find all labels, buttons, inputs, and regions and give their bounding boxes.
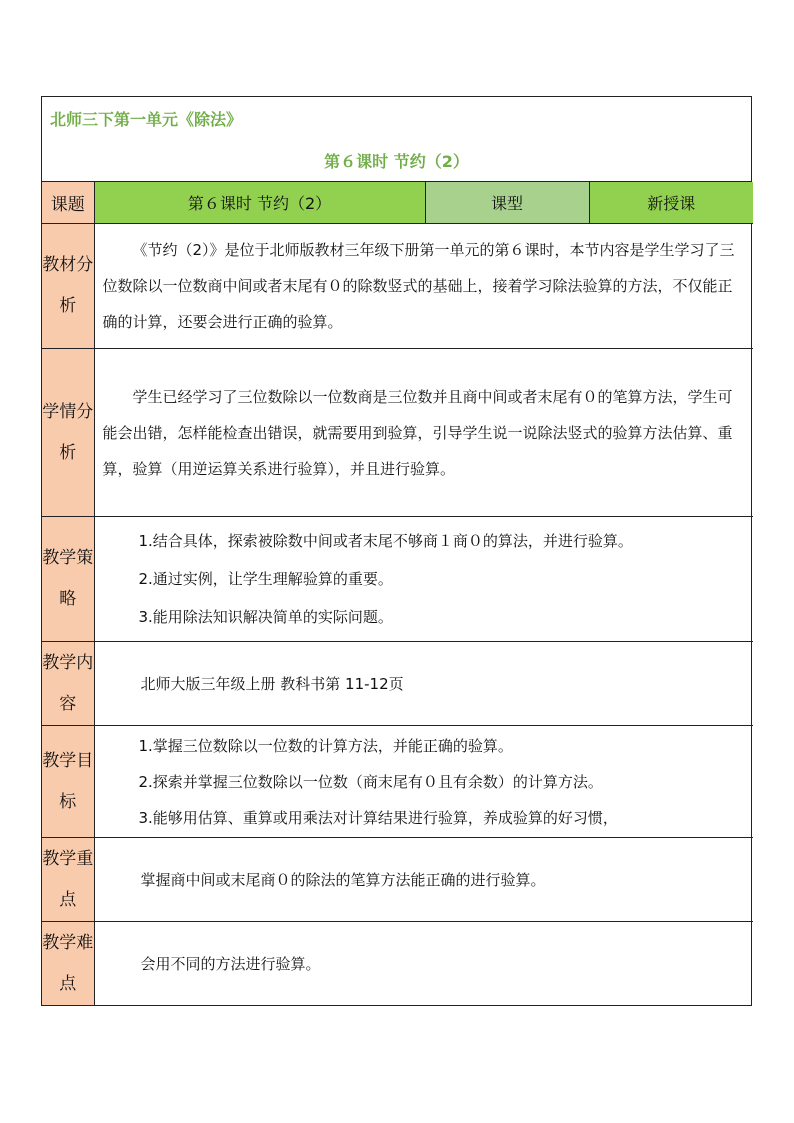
row-key-points (42, 838, 753, 922)
type-value: 新授课 (589, 182, 753, 224)
lesson-title: 第６课时 节约（2） (324, 152, 469, 171)
label-teaching-content: 教学内容 (42, 642, 94, 726)
series-title: 北师三下第一单元《除法》 (50, 110, 243, 129)
row-teaching-strategy (42, 517, 753, 642)
row-student-analysis (42, 349, 753, 517)
key-points-text: 掌握商中间或末尾商０的除法的笔算方法能正确的进行验算。 (94, 838, 753, 922)
difficulties-text: 会用不同的方法进行验算。 (94, 922, 753, 1006)
label-student-analysis: 学情分析 (42, 349, 94, 517)
student-analysis-text: 学生已经学习了三位数除以一位数商是三位数并且商中间或者末尾有０的笔算方法，学生可能会出错，怎样能检查出错误，就需要用到验算，引导学生说一说除法竖式的验算方法估算、重算，验算（用逆运算关系进行验算），并且进行验算。 (102, 387, 733, 478)
label-key-points: 教学重点 (42, 838, 94, 922)
label-topic: 课题 (42, 182, 94, 224)
label-teaching-goals: 教学目标 (42, 726, 94, 838)
teaching-content-text: 北师大版三年级上册 教科书第 11-12页 (94, 642, 753, 726)
label-material-analysis: 教材分析 (42, 224, 94, 349)
info-row (42, 182, 753, 224)
title-banner (42, 97, 751, 182)
label-difficulties: 教学难点 (42, 922, 94, 1006)
goal-item: 3.能够用估算、重算或用乘法对计算结果进行验算，养成验算的好习惯， (138, 808, 618, 827)
strategy-item: 2.通过实例，让学生理解验算的重要。 (138, 570, 393, 588)
type-label: 课型 (425, 182, 589, 224)
topic-value: 第６课时 节约（2） (94, 182, 425, 224)
goal-item: 2.探索并掌握三位数除以一位数（商末尾有０且有余数）的计算方法。 (138, 772, 603, 791)
row-teaching-goals (42, 726, 753, 838)
strategy-item: 3.能用除法知识解决简单的实际问题。 (138, 608, 393, 626)
row-difficulties (42, 922, 753, 1006)
row-teaching-content (42, 642, 753, 726)
plan-grid (42, 182, 753, 1005)
label-teaching-strategy: 教学策略 (42, 517, 94, 642)
goal-item: 1.掌握三位数除以一位数的计算方法，并能正确的验算。 (138, 736, 513, 755)
row-material-analysis (42, 224, 753, 349)
lesson-plan-table (41, 96, 752, 1006)
strategy-item: 1.结合具体，探索被除数中间或者末尾不够商１商０的算法，并进行验算。 (138, 532, 633, 550)
material-analysis-text: 《节约（2）》是位于北师版教材三年级下册第一单元的第６课时，本节内容是学生学习了三位数除以一位数商中间或者末尾有０的除数竖式的基础上，接着学习除法验算的方法，不仅能正确的计算，还要会进行正确的验算。 (102, 241, 735, 331)
